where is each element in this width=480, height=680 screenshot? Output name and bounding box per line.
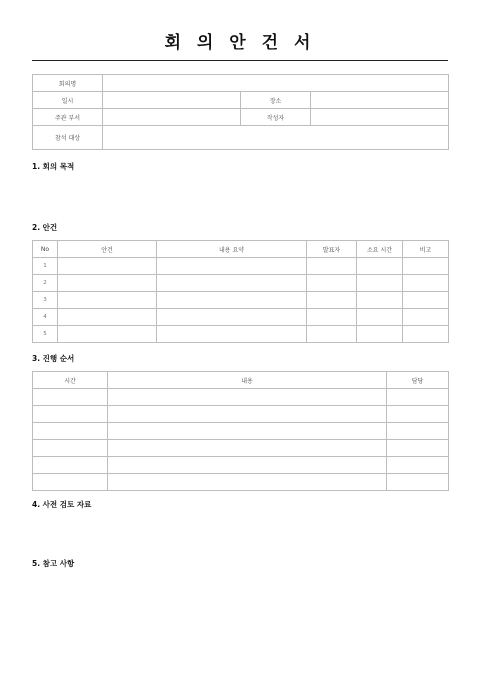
agenda-header-no: No xyxy=(33,241,58,258)
agenda-header-row xyxy=(33,241,449,258)
agenda-cell[interactable] xyxy=(403,326,449,343)
info-row-meeting-name xyxy=(33,75,449,92)
agenda-row-number: 5 xyxy=(33,326,58,343)
author-label: 작성자 xyxy=(241,109,311,126)
agenda-cell[interactable] xyxy=(58,258,157,275)
agenda-cell[interactable] xyxy=(157,309,307,326)
agenda-cell[interactable] xyxy=(157,326,307,343)
order-cell[interactable] xyxy=(33,440,108,457)
table-row xyxy=(33,389,449,406)
agenda-cell[interactable] xyxy=(307,275,357,292)
agenda-cell[interactable] xyxy=(58,275,157,292)
agenda-cell[interactable] xyxy=(58,292,157,309)
title-divider xyxy=(32,60,448,61)
agenda-header-presenter: 발표자 xyxy=(307,241,357,258)
agenda-header-summary: 내용 요약 xyxy=(157,241,307,258)
author-field[interactable] xyxy=(311,109,449,126)
order-cell[interactable] xyxy=(387,423,449,440)
order-cell[interactable] xyxy=(108,406,387,423)
agenda-cell[interactable] xyxy=(157,275,307,292)
agenda-cell[interactable] xyxy=(307,326,357,343)
order-cell[interactable] xyxy=(33,474,108,491)
section-purpose-heading: 1. 회의 목적 xyxy=(32,162,75,171)
table-row xyxy=(33,258,449,275)
section-notes-heading: 5. 참고 사항 xyxy=(32,559,75,568)
agenda-cell[interactable] xyxy=(307,309,357,326)
date-field[interactable] xyxy=(103,92,241,109)
table-row xyxy=(33,309,449,326)
agenda-cell[interactable] xyxy=(357,275,403,292)
agenda-header-item: 안건 xyxy=(58,241,157,258)
dept-label: 주관 부서 xyxy=(33,109,103,126)
info-row-dept-author xyxy=(33,109,449,126)
order-table xyxy=(32,371,449,491)
attendees-field[interactable] xyxy=(103,126,449,150)
agenda-cell[interactable] xyxy=(357,326,403,343)
section-order-heading: 3. 진행 순서 xyxy=(32,354,75,363)
agenda-header-remarks: 비고 xyxy=(403,241,449,258)
order-cell[interactable] xyxy=(108,423,387,440)
order-header-time: 시간 xyxy=(33,372,108,389)
order-header-owner: 담당 xyxy=(387,372,449,389)
agenda-cell[interactable] xyxy=(403,258,449,275)
agenda-row-number: 4 xyxy=(33,309,58,326)
order-cell[interactable] xyxy=(33,406,108,423)
order-cell[interactable] xyxy=(33,423,108,440)
order-cell[interactable] xyxy=(387,440,449,457)
place-label: 장소 xyxy=(241,92,311,109)
table-row xyxy=(33,292,449,309)
order-cell[interactable] xyxy=(108,474,387,491)
agenda-cell[interactable] xyxy=(357,309,403,326)
order-cell[interactable] xyxy=(108,440,387,457)
agenda-row-number: 3 xyxy=(33,292,58,309)
order-cell[interactable] xyxy=(108,389,387,406)
table-row xyxy=(33,275,449,292)
meeting-info-table xyxy=(32,74,449,150)
agenda-table xyxy=(32,240,449,343)
table-row xyxy=(33,423,449,440)
agenda-cell[interactable] xyxy=(357,292,403,309)
table-row xyxy=(33,474,449,491)
place-field[interactable] xyxy=(311,92,449,109)
table-row xyxy=(33,406,449,423)
order-cell[interactable] xyxy=(33,457,108,474)
info-row-date-place xyxy=(33,92,449,109)
order-cell[interactable] xyxy=(387,389,449,406)
order-cell[interactable] xyxy=(387,474,449,491)
attendees-label: 참석 대상 xyxy=(33,126,103,150)
order-header-row xyxy=(33,372,449,389)
agenda-row-number: 2 xyxy=(33,275,58,292)
agenda-cell[interactable] xyxy=(58,326,157,343)
agenda-cell[interactable] xyxy=(157,292,307,309)
order-cell[interactable] xyxy=(387,457,449,474)
agenda-cell[interactable] xyxy=(403,309,449,326)
agenda-row-number: 1 xyxy=(33,258,58,275)
meeting-name-label: 회의명 xyxy=(33,75,103,92)
date-label: 일시 xyxy=(33,92,103,109)
section-agenda-heading: 2. 안건 xyxy=(32,223,58,232)
table-row xyxy=(33,457,449,474)
table-row xyxy=(33,440,449,457)
order-header-content: 내용 xyxy=(108,372,387,389)
agenda-cell[interactable] xyxy=(357,258,403,275)
agenda-cell[interactable] xyxy=(58,309,157,326)
meeting-name-field[interactable] xyxy=(103,75,449,92)
order-cell[interactable] xyxy=(33,389,108,406)
section-review-heading: 4. 사전 검토 자료 xyxy=(32,500,92,509)
info-row-attendees xyxy=(33,126,449,150)
dept-field[interactable] xyxy=(103,109,241,126)
order-cell[interactable] xyxy=(108,457,387,474)
order-cell[interactable] xyxy=(387,406,449,423)
table-row xyxy=(33,326,449,343)
agenda-cell[interactable] xyxy=(307,258,357,275)
agenda-cell[interactable] xyxy=(403,275,449,292)
agenda-cell[interactable] xyxy=(403,292,449,309)
agenda-cell[interactable] xyxy=(157,258,307,275)
agenda-header-duration: 소요 시간 xyxy=(357,241,403,258)
agenda-cell[interactable] xyxy=(307,292,357,309)
document-title: 회 의 안 건 서 xyxy=(164,33,316,53)
